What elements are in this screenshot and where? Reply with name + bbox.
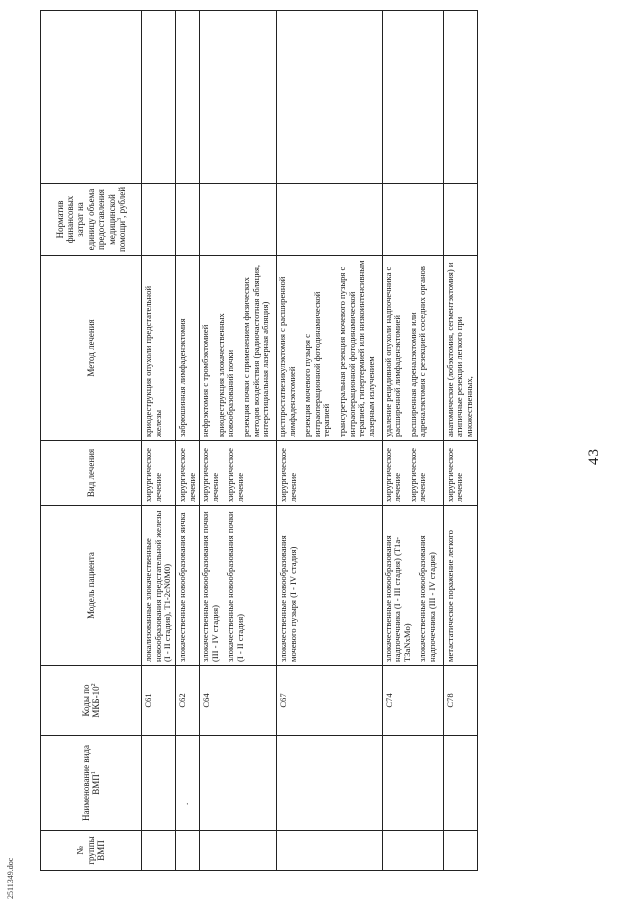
treatment-method: резекция мочевого пузыря с интраоперационной фотодинамической терапией: [302, 291, 332, 437]
header-patient-model: Модель пациента: [41, 506, 142, 666]
header-treatment-type: Вид лечения: [41, 441, 142, 506]
treatment-method: резекция почки с применением физических методов воздействия (радиочастотная абляция, интерстициальная лазерная абляция): [241, 264, 271, 437]
icd-code: C64: [200, 666, 277, 736]
treatment-type: хирургическое лечение: [407, 448, 428, 502]
treatment-type: хирургическое лечение: [382, 448, 403, 502]
treatment-method: трансуретральная резекция мочевого пузыря с интраоперационной фотодинамической терапией, гипертермией или низкоинтенсивным лазерным излучением: [337, 260, 376, 437]
table-row: [443, 11, 477, 871]
treatment-type: хирургическое лечение: [443, 441, 477, 506]
patient-model: локализованные злокачественные новообразования предстательной железы (I - II стадия), T1-2cN0M0): [142, 506, 176, 666]
treatment-type: хирургическое лечение: [276, 441, 382, 506]
icd-code: C78: [443, 666, 477, 736]
patient-model: злокачественные новообразования надпочечника (I - III стадия) (T1a-T3aNxMo): [382, 535, 412, 662]
treatment-method: криодеструкция злокачественных новообразований почки: [215, 313, 236, 437]
icd-code: C74: [382, 666, 443, 736]
treatment-type: хирургическое лечение: [175, 441, 199, 506]
treatment-type: хирургическое лечение: [142, 441, 176, 506]
treatment-type: хирургическое лечение: [200, 448, 220, 502]
table-row: [276, 11, 382, 871]
icd-code: C67: [276, 666, 382, 736]
treatment-method: удаление рецидивной опухоли надпочечника с расширенной лимфаденэктомией: [382, 266, 403, 437]
icd-code: C61: [142, 666, 176, 736]
patient-model: злокачественные новообразования почки (III - IV стадия): [200, 511, 220, 662]
patient-model: злокачественные новообразования мочевого пузыря (I - IV стадия): [276, 506, 382, 666]
table-row: [175, 11, 199, 871]
page-number: 43: [586, 448, 602, 465]
table-row: [200, 11, 277, 871]
treatment-type: хирургическое лечение: [225, 448, 245, 502]
header-icd-codes: Коды по МКБ-$10^2$: [41, 666, 142, 736]
table-row: [142, 11, 176, 871]
header-group-no: № группы ВМП: [41, 831, 142, 871]
stray-mark: .: [180, 802, 190, 805]
patient-model: злокачественные новообразования почки (I - II стадия): [225, 511, 245, 662]
header-treatment-method: Метод лечения: [41, 256, 142, 441]
treatment-method: криодеструкция опухоли предстательной железы: [142, 256, 176, 441]
patient-model: злокачественные новообразования надпочечника (III - IV стадия): [417, 535, 437, 662]
patient-model: метастатическое поражение легкого: [443, 506, 477, 666]
table-header-row: [41, 11, 142, 871]
treatment-method: расширенная адреналэктомия или адреналэктомия с резекцией соседних органов: [407, 266, 428, 437]
table-row: [382, 11, 443, 871]
header-cost-norm: Норматив финансовых затрат на единицу объема предоставления медицинской помощи$^3$, рублей: [41, 184, 142, 256]
icd-code: C62: [175, 666, 199, 736]
treatment-method: забрюшинная лимфаденэктомия: [175, 256, 199, 441]
vmp-table: [40, 10, 478, 871]
treatment-method: нефрэктомия с тромбэктомией: [200, 324, 211, 437]
patient-model: злокачественные новообразования яичка: [175, 506, 199, 666]
header-vmp-name: Наименование вида ВМП$^1$: [41, 736, 142, 831]
treatment-method: анатомические (лобэктомия, сегментэктомия) и атипичные резекции легкого при множественных,: [443, 256, 477, 441]
document-file-id: 2511349.doc: [6, 857, 15, 899]
treatment-method: цистпростатвезикулэктомия с расширенной лимфаденэктомией: [276, 276, 297, 437]
header-extra: [41, 11, 142, 184]
